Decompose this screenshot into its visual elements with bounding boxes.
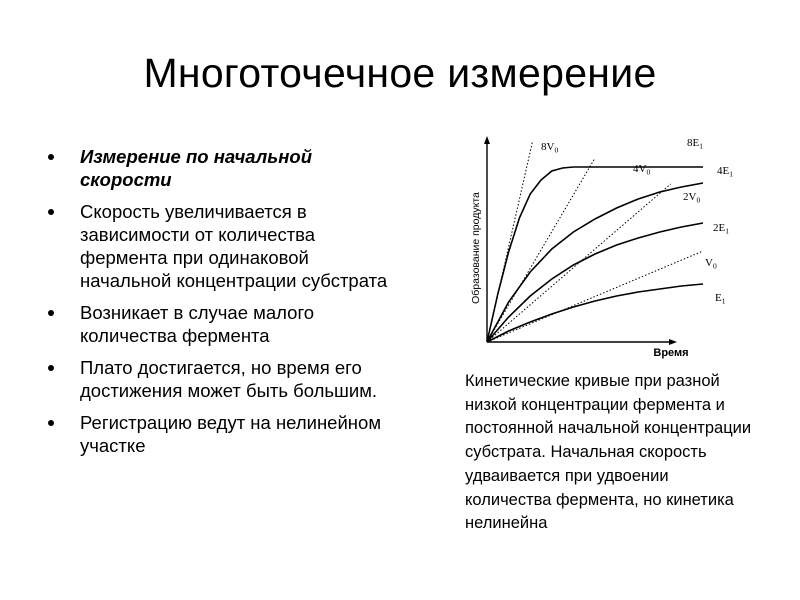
bullet-dot-icon [48,420,54,426]
curve-label-V0: $V_0$ [705,257,717,271]
bullet-list [48,145,393,466]
bullet-dot-icon [48,154,54,160]
y-axis-label: Образование продукта [470,192,482,304]
bullet-text: Измерение по начальной скорости [80,146,313,190]
curve-label-8V0: $8V_0$ [541,141,559,155]
curve-label-4E1: $4E_1$ [717,165,733,179]
bullet-item [48,411,393,457]
curve-label-E1: $E_1$ [715,292,726,306]
curve-2E1 [487,223,703,342]
bullet-item [48,356,393,402]
curve-label-8E1: $8E_1$ [687,137,703,151]
curves-group [487,142,703,342]
x-axis-label: Время [653,347,689,359]
curve-4V0 [487,158,595,342]
curve-E1 [487,284,703,342]
figure-caption: Кинетические кривые при разной низкой концентрации фермента и постоянной начальной концентрации субстрата. Начальная скорость удваивается при удвоении количества фермента, но кинетика нелинейна [465,372,752,533]
slide-title: Многоточечное измерение [143,50,657,96]
curve-labels-group [541,137,733,306]
bullet-item [48,145,393,191]
curve-label-2V0: $2V_0$ [683,191,701,205]
kinetic-curves-chart [455,128,755,360]
bullet-text: Регистрацию ведут на нелинейном участке [80,412,382,456]
bullet-text: Возникает в случае малого количества фермента [80,302,315,346]
bullet-text: Скорость увеличивается в зависимости от количества фермента при одинаковой начальной концентрации субстрата [80,201,388,291]
curve-label-2E1: $2E_1$ [713,222,729,236]
curve-label-4V0: $4V_0$ [633,163,651,177]
bullet-item [48,200,393,292]
bullet-text: Плато достигается, но время его достижения может быть большим. [80,357,378,401]
bullet-dot-icon [48,209,54,215]
bullet-dot-icon [48,365,54,371]
curve-V0 [487,251,703,342]
bullet-item [48,301,393,347]
curve-4E1 [487,183,703,342]
bullet-dot-icon [48,310,54,316]
